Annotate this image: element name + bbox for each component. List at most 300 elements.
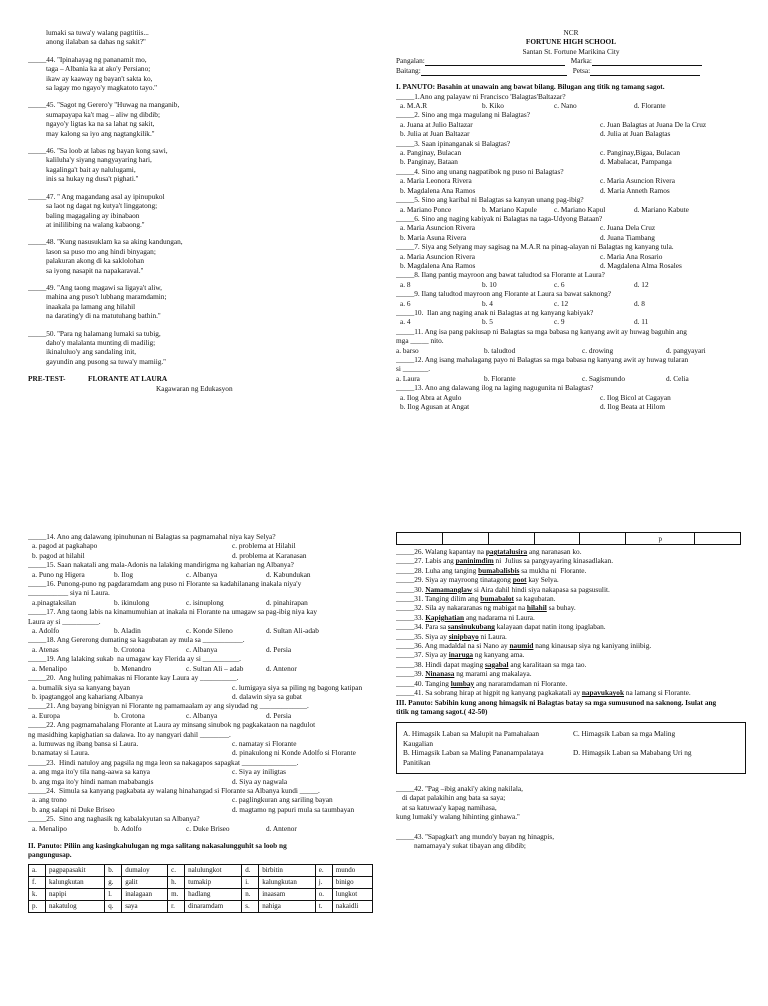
question-text-cont: ng masidhing kapighatian sa dalawa. Ito ay nangyari dahil ________.	[28, 729, 231, 739]
option[interactable]: a. Mariano Ponce	[400, 204, 452, 214]
option[interactable]: d. pinakulong ni Konde Adolfo si Florante	[232, 748, 356, 758]
option[interactable]: d. Juana Tiambang	[600, 232, 655, 242]
text-line: lumaki sa tuwa'y walang pagtitiis...	[46, 28, 149, 37]
option[interactable]: b. Crotona	[114, 644, 145, 654]
option-row	[396, 157, 746, 166]
text-line: ikinaluluo'y ang sandaling init,	[46, 347, 137, 357]
option[interactable]: d. Julia at Juan Balagtas	[600, 129, 671, 139]
option-row	[28, 570, 378, 579]
option[interactable]: a. Laura	[396, 373, 420, 383]
question-text: _____10. Ilan ang naging anak ni Balagtas at ng kanyang kabiyak?	[396, 307, 594, 317]
question-text: _____23. Hindi natuloy ang pagsila ng mga leon sa nakagapos sapagkat _______________.	[28, 757, 299, 767]
text-line: na darating'y di na matutuhang bathin.''	[46, 311, 161, 321]
option[interactable]: a. Atenas	[32, 644, 59, 654]
option[interactable]: b. Adolfo	[114, 823, 142, 833]
section-date-row	[396, 66, 746, 76]
option[interactable]: a. Adolfo	[32, 626, 60, 636]
option[interactable]: b. 5	[482, 317, 493, 327]
option[interactable]: d. Celia	[666, 373, 689, 383]
score-label: Marka:	[570, 56, 592, 66]
underlined-word: lumbay	[450, 678, 475, 688]
table-cell: r.	[168, 900, 185, 912]
text-line: _____44. ''Ipinahayag ng pananamit mo,	[28, 54, 147, 64]
underlined-word: sagabal	[484, 659, 509, 669]
option[interactable]: d. pinahirapan	[266, 597, 308, 607]
option[interactable]: c. 6	[554, 279, 565, 289]
option[interactable]: a. Ilog Abra at Agulo	[400, 392, 462, 402]
item-text: nang kinausap siya ng kaniyang iniibig.	[533, 641, 652, 651]
table-cell: inalagaan	[122, 888, 168, 900]
question-text: _____5. Sino ang karibal ni Balagtas sa kanyan unang pag-ibig?	[396, 195, 584, 205]
item-text: kay Selya.	[526, 575, 559, 585]
table-cell: mundo	[332, 864, 372, 876]
option-row	[28, 692, 378, 701]
text-line: _____48. ''Kung nasusuklam ka sa aking kandungan,	[28, 237, 183, 247]
table-cell: pagpapasakit	[46, 864, 105, 876]
text-line: gayundin ang pusong sa tuwa'y mamiig.''	[46, 356, 166, 366]
text-line: anong ilalaban sa dahas ng sakit?''	[46, 37, 146, 47]
option[interactable]: d. Antenor	[266, 823, 297, 833]
poem-list	[28, 55, 378, 366]
question-text: _____24. Simula sa kanyang pagkabata ay walang hinahangad si Florante sa Albanya kundi _____.	[28, 785, 320, 795]
underlined-word: Kapighatian	[425, 612, 465, 622]
choice-a-cont: Kaugalian	[403, 738, 433, 748]
option[interactable]: b. Kiko	[482, 101, 504, 111]
stanza-43	[396, 832, 746, 851]
question-12-options	[396, 374, 746, 383]
table-cell: dinaramdam	[185, 900, 242, 912]
table-cell	[580, 533, 626, 545]
option-row	[28, 777, 378, 786]
option[interactable]: a. pagod at pagkahapo	[32, 541, 98, 551]
question-text: _____14. Ano ang dalawang ipinuhunan ni Balagtas sa pagmamahal niya kay Selya?	[28, 532, 276, 541]
option-row	[28, 711, 378, 720]
text-line: inis sa hukay ng dusa't pighati.''	[46, 174, 139, 184]
table-cell: galit	[122, 876, 168, 888]
option[interactable]: b.namatay si Laura.	[32, 748, 90, 758]
option[interactable]: c. Maria Ana Rosario	[600, 251, 663, 261]
vocabulary-item	[396, 679, 746, 688]
table-cell: t.	[315, 900, 332, 912]
option[interactable]: d. 11	[634, 317, 649, 327]
item-text: na lamang si Florante.	[624, 688, 691, 698]
item-text: _____28. Luha ang tanging	[396, 565, 479, 575]
option[interactable]: c. Nano	[554, 101, 577, 111]
option[interactable]: a. Menalipo	[32, 663, 67, 673]
question-list	[28, 532, 378, 833]
text-line: di dapat palakihin ang bata sa saya;	[402, 793, 506, 803]
date-label: Petsa:	[572, 66, 591, 76]
item-text: ng marami ang makalaya.	[454, 669, 532, 679]
option[interactable]: d. Siya ay nagwala	[232, 776, 288, 786]
option-row	[396, 252, 746, 261]
region-label: NCR	[563, 28, 579, 37]
option-row	[28, 598, 378, 607]
option[interactable]: b. Maria Asuna Rivera	[400, 232, 467, 242]
table-cell: napipi	[46, 888, 105, 900]
text-line: kung lumaki'y walang hihinting ginhawa.''	[396, 812, 520, 822]
table-cell: b.	[105, 864, 122, 876]
option[interactable]: c. isinuplong	[186, 597, 224, 607]
option[interactable]: d. 12	[634, 279, 649, 289]
underlined-word: paninimdim	[455, 556, 494, 566]
question-text: _____20. Ang huling pahimakas ni Florante kay Laura ay __________.	[28, 673, 239, 683]
name-score-row	[396, 56, 746, 66]
option[interactable]: c. Juan Balagtas at Juana De la Cruz	[600, 119, 707, 129]
question-text: _____18. Ang Gererong dumating sa kagubatan ay mula sa ___________.	[28, 635, 245, 645]
question-13-options-a	[396, 393, 746, 402]
text-line: sumapayapa ka't mag – aliw ng dibdib;	[46, 109, 160, 119]
table-cell: g.	[105, 876, 122, 888]
questions-26-43	[396, 532, 746, 1002]
choices-box	[396, 722, 746, 774]
instruction-part3-cont: titik ng tamang sagot.( 42-50)	[396, 706, 488, 716]
pretest-label: PRE-TEST-	[28, 374, 66, 384]
option[interactable]: a. Maria Asuncion Rivera	[400, 223, 475, 233]
option[interactable]: a. barso	[396, 345, 419, 355]
choice-d: D. Himagsik Laban sa Mababang Uri ng	[573, 748, 692, 758]
question-11-options	[396, 346, 746, 355]
text-line: _____45. ''Sagot ng Gerero'y ''Huwag na manganib,	[28, 100, 180, 110]
question-11: _____11. Ang isa pang pakiusap ni Balagtas sa mga babasa ng kanyang awit ay huwag baguhin ang	[396, 326, 687, 336]
item-text: _____34. Para sa	[396, 622, 448, 632]
option[interactable]: a. lumuwas ng ibang bansa si Laura.	[32, 738, 139, 748]
vocabulary-item	[396, 547, 746, 556]
question-text: _____22. Ang pagmamahalang Florante at Laura ay minsang sinubok ng pagkakataon na nagdulot	[28, 720, 316, 730]
option[interactable]: b. Aladin	[114, 626, 141, 636]
question-list	[396, 92, 746, 327]
item-text: _____35. Siya ay	[396, 631, 449, 641]
text-line: lason sa puso mo ang hindi binyagan;	[46, 246, 156, 256]
option[interactable]: c. Siya ay iniligtas	[232, 767, 286, 777]
option-row	[28, 683, 378, 692]
table-row	[29, 864, 373, 876]
item-text: sa buhay.	[546, 603, 576, 613]
poem-stanza	[28, 329, 378, 367]
option[interactable]: b. ang salapi ni Duke Briseo	[32, 804, 115, 814]
text-line: namamaya'y sukat tibayan ang dibdib;	[414, 840, 526, 850]
table-cell: i.	[242, 876, 259, 888]
question-text-cont: Laura ay si __________.	[28, 616, 101, 626]
option[interactable]: c. Sultan Ali – adab	[186, 663, 244, 673]
item-text: sa mukha ni Florante.	[519, 565, 587, 575]
vocabulary-list	[396, 547, 746, 698]
text-line: sa lagay mo ngayo'y magkatoto tayo.''	[46, 83, 157, 93]
item-text: _____26. Walang kapantay na	[396, 547, 486, 556]
option[interactable]: b. Julia at Juan Baltazar	[400, 129, 470, 139]
poem-stanza	[28, 283, 378, 321]
underlined-word: poot	[512, 575, 527, 585]
option[interactable]: a. ang mga ito'y tila nang-aawa sa kanya	[32, 767, 151, 777]
option[interactable]: d. problema at Karanasan	[232, 550, 307, 560]
option[interactable]: a. Panginay, Bulacan	[400, 148, 462, 158]
option[interactable]: c. Albanya	[186, 710, 218, 720]
table-cell: a.	[29, 864, 46, 876]
item-text: _____37. Siya ay	[396, 650, 449, 660]
text-line: taga – Albania ka at ako'y Persiano;	[46, 64, 151, 74]
vocabulary-item	[396, 575, 746, 584]
option[interactable]: c. Albanya	[186, 644, 218, 654]
text-line: _____49. ''Ang taong magawi sa ligaya't aliw,	[28, 282, 162, 292]
item-text: ang karalitaan sa mga tao.	[508, 659, 587, 669]
option[interactable]: d. Maria Anneth Ramos	[600, 185, 670, 195]
text-line: at inililibing na walang kabaong.''	[46, 219, 145, 229]
option-row	[396, 223, 746, 232]
option-row	[396, 280, 746, 289]
option[interactable]: d. Magdalena Alma Rosales	[600, 260, 682, 270]
option[interactable]: b. Panginay, Bataan	[400, 157, 458, 167]
item-text: _____30.	[396, 584, 426, 594]
question-text: _____15. Saan nakatali ang mala-Adonis na lalaking mandirigma ng kaharian ng Albanya?	[28, 560, 294, 570]
option[interactable]: b. Ilog	[114, 569, 134, 579]
school-address: Santan St. Fortune Marikina City	[522, 46, 620, 56]
table-row	[29, 876, 373, 888]
option-row	[28, 824, 378, 833]
option[interactable]: c. Panginay,Bigaa, Bulacan	[600, 148, 680, 158]
option[interactable]: b. ikinulong	[114, 597, 150, 607]
question-13: _____13. Ano ang dalawang ilog na laging nagugunita ni Balagtas?	[396, 383, 594, 393]
option[interactable]: c. Albanya	[186, 569, 218, 579]
option[interactable]: a. M.A.R	[400, 101, 428, 111]
option[interactable]: c. namatay si Florante	[232, 738, 297, 748]
option[interactable]: d. Mabalacat, Pampanga	[600, 157, 672, 167]
option[interactable]: a. Menalipo	[32, 823, 67, 833]
pretest-header	[28, 374, 378, 383]
option[interactable]: a. Maria Leonora Rivera	[400, 176, 472, 186]
option[interactable]: b. 10	[482, 279, 497, 289]
question-text: _____7. Siya ang Selyang may sagisag na M.A.R na pinag-alayan ni Balagtas ng kanyang tula.	[396, 242, 674, 252]
vocabulary-item	[396, 660, 746, 669]
text-line: _____47. '' Ang magandang asal ay ipinupukol	[28, 191, 165, 201]
choice-b-cont: Panitikan	[403, 757, 431, 767]
vocabulary-item	[396, 556, 746, 565]
poem-stanza	[28, 100, 378, 138]
vocabulary-item	[396, 566, 746, 575]
stanza-42	[396, 784, 746, 822]
option[interactable]: d. Florante	[634, 101, 666, 111]
option[interactable]: c. lumigaya siya sa piling ng bagong katipan	[232, 682, 363, 692]
vocabulary-item	[396, 650, 746, 659]
text-line: inaakala pa lamang ang hilahil	[46, 301, 136, 311]
option[interactable]: b. Florante	[484, 373, 516, 383]
text-line: _____46. ''Sa loob at labas ng bayan kong sawi,	[28, 146, 168, 156]
option-row	[396, 176, 746, 185]
underlined-word: sinipbayo	[448, 631, 479, 641]
option[interactable]: b. Magdalena Ana Ramos	[400, 185, 476, 195]
instruction-part3: III. Panuto: Sabihin kung anong himagsik ni Balagtas batay sa mga sumusunod na saknong. Isulat ang	[396, 697, 717, 707]
item-text: _____36. Ang madaldal na si Nano ay	[396, 641, 510, 651]
option[interactable]: d. Antenor	[266, 663, 297, 673]
text-line: ngayo'y ligtas ka na sa lahat ng sakit,	[46, 119, 155, 129]
score-field[interactable]	[592, 56, 702, 66]
option[interactable]: c. 12	[554, 298, 569, 308]
option-row	[396, 299, 746, 308]
table-cell: nakaidli	[332, 900, 372, 912]
option-row	[28, 739, 378, 748]
option-row	[396, 233, 746, 242]
option[interactable]: c. drowing	[582, 345, 614, 355]
text-line: sa laot ng dagat ng kutya't linggatong;	[46, 201, 158, 211]
table-cell: h.	[168, 876, 185, 888]
question-text: _____4. Sino ang unang nagpatibok ng puso ni Balagtas?	[396, 166, 564, 176]
option[interactable]: d. Persia	[266, 710, 292, 720]
table-cell: lungkot	[332, 888, 372, 900]
option[interactable]: b. Crotona	[114, 710, 145, 720]
question-11-cont: mga _____ nito.	[396, 336, 444, 346]
option[interactable]: c. Maria Asuncion Rivera	[600, 176, 675, 186]
option[interactable]: d. pangyayari	[666, 345, 706, 355]
text-line: mahina ang puso't lubhang maramdamin;	[46, 292, 167, 302]
text-line: baling magagaling ay ibinabaon	[46, 210, 140, 220]
date-field[interactable]	[590, 66, 700, 76]
table-row	[29, 888, 373, 900]
question-12-cont: si _______.	[396, 364, 431, 374]
item-text: sa kagubatan.	[513, 594, 556, 604]
text-line: ikaw ay kaaway ng bayan't sakta ko,	[46, 73, 153, 83]
table-cell: n.	[242, 888, 259, 900]
table-cell: birbitin	[259, 864, 316, 876]
option[interactable]: b. taludtod	[484, 345, 516, 355]
table-cell: j.	[315, 876, 332, 888]
option[interactable]: d. 8	[634, 298, 645, 308]
option[interactable]: a.pinagtaksilan	[32, 597, 76, 607]
option[interactable]: a. 8	[400, 279, 411, 289]
option[interactable]: a. ang trono	[32, 795, 67, 805]
option[interactable]: a. bumalik siya sa kanyang bayan	[32, 682, 131, 692]
table-cell: tumakip	[185, 876, 242, 888]
option[interactable]: c. Juana Dela Cruz	[600, 223, 656, 233]
vocabulary-item	[396, 585, 746, 594]
option-row	[28, 551, 378, 560]
pretest-title: FLORANTE AT LAURA	[88, 374, 168, 384]
option[interactable]: d. magtamo ng papuri mula sa taumbayan	[232, 804, 355, 814]
option[interactable]: c. Ilog Bicol at Cagayan	[600, 392, 671, 402]
option[interactable]: c. paglingkuran ang sariling bayan	[232, 795, 333, 805]
option[interactable]: b. Ilog Agusan at Angat	[400, 402, 470, 412]
section-field[interactable]	[421, 66, 567, 76]
word-choice-table	[28, 864, 373, 913]
table-cell: e.	[315, 864, 332, 876]
option[interactable]: d. Mariano Kabute	[634, 204, 689, 214]
option[interactable]: c. 9	[554, 317, 565, 327]
option[interactable]: a. 6	[400, 298, 411, 308]
item-text: _____41. Sa sobrang hirap at higpit ng kanyang pagkakatali ay	[396, 688, 582, 698]
option-row	[396, 148, 746, 157]
name-field[interactable]	[425, 56, 565, 66]
option[interactable]: d. Sultan Ali-adab	[266, 626, 319, 636]
table-cell: dumaloy	[122, 864, 168, 876]
vocabulary-item	[396, 688, 746, 697]
poem-stanza	[28, 146, 378, 184]
item-text: _____38. Hindi dapat maging	[396, 659, 485, 669]
table-cell: f.	[29, 876, 46, 888]
option[interactable]: b. ang mga ito'y hindi naman mababangis	[32, 776, 154, 786]
option[interactable]: a. Puno ng Higera	[32, 569, 85, 579]
option[interactable]: d. Kabundukan	[266, 569, 311, 579]
option-row	[28, 645, 378, 654]
option[interactable]: a. Europa	[32, 710, 60, 720]
table-cell: hadlang	[185, 888, 242, 900]
vocabulary-item	[396, 622, 746, 631]
underlined-word: pagtatalusira	[485, 547, 528, 556]
option-row	[396, 129, 746, 138]
text-line: _____50. ''Para ng halamang lumaki sa tubig,	[28, 328, 161, 338]
vocabulary-item	[396, 594, 746, 603]
vocabulary-item	[396, 632, 746, 641]
poem-section-top-left	[28, 28, 378, 498]
vocabulary-item	[396, 603, 746, 612]
option[interactable]: c. Mariano Kapul	[554, 204, 606, 214]
table-cell: saya	[122, 900, 168, 912]
text-line: kaliluha'y siyang nangyayaring hari,	[46, 155, 152, 165]
vocabulary-item	[396, 641, 746, 650]
option-row	[28, 795, 378, 804]
question-text: _____1.Ano ang palayaw ni Francisco 'Balagtas'Baltazar?	[396, 91, 566, 101]
option-row	[396, 186, 746, 195]
option[interactable]: c. problema at Hilahil	[232, 541, 296, 551]
option[interactable]: d. Persia	[266, 644, 292, 654]
option[interactable]: a. Maria Asuncion Rivera	[400, 251, 475, 261]
text-line: may kalong sa iyo ang nagtangkilik.''	[46, 128, 155, 138]
text-line: _____42. ''Pag –ibig anaki'y aking nakilala,	[396, 783, 523, 793]
text-line: kagalinga't bait ay nalulugami,	[46, 164, 136, 174]
option[interactable]: b. ipagtanggol ang kahariang Albanya	[32, 691, 143, 701]
text-line: _____43. ''Sapagkat't ang mundo'y bayan ng hinagpis,	[396, 831, 555, 841]
school-name: FORTUNE HIGH SCHOOL	[525, 37, 617, 47]
option[interactable]: a. Juana at Julio Baltazar	[400, 119, 473, 129]
option[interactable]: c. Sagismundo	[582, 373, 625, 383]
option[interactable]: d. Ilog Beata at Hilom	[600, 402, 666, 412]
table-row	[29, 900, 373, 912]
option[interactable]: d. dalawin siya sa gubat	[232, 691, 302, 701]
item-text: _____29. Siya ay mayroong tinatagong	[396, 575, 513, 585]
table-cell: s.	[242, 900, 259, 912]
answer-row-table	[396, 532, 741, 545]
option[interactable]: c. Konde Sileno	[186, 626, 233, 636]
table-cell	[397, 533, 443, 545]
option[interactable]: b. Menandro	[114, 663, 152, 673]
question-text: _____25. Sino ang naghasik ng kabalakyutan sa Albanya?	[28, 814, 200, 824]
table-cell: kalungkutan	[259, 876, 316, 888]
item-text: ng kanyang ama.	[473, 650, 525, 660]
item-text: _____40. Tanging	[396, 678, 451, 688]
question-text: _____2. Sino ang mga magulang ni Balagtas?	[396, 110, 530, 120]
option[interactable]: a. 4	[400, 317, 411, 327]
option[interactable]: b. pagod at hilahil	[32, 550, 85, 560]
table-cell	[695, 533, 741, 545]
underlined-word: bumabalisbis	[478, 565, 520, 575]
underlined-word: Ninanasa	[425, 669, 455, 679]
underlined-word: bumabalot	[480, 594, 514, 604]
underlined-word: naumid	[509, 641, 534, 651]
question-text-cont: ___________ siya ni Laura.	[28, 588, 110, 598]
table-cell: binigo	[332, 876, 372, 888]
instruction-part2: II. Panuto: Piliin ang kasingkahulugan ng mga salitang nakasalungguhit sa loob ng	[28, 841, 287, 850]
table-cell: inaasam	[259, 888, 316, 900]
item-text: _____27. Labis ang	[396, 556, 456, 566]
option[interactable]: b. Mariano Kapule	[482, 204, 537, 214]
table-cell: c.	[168, 864, 185, 876]
option[interactable]: b. Magdalena Ana Ramos	[400, 260, 476, 270]
question-12: _____12. Ang isang mahalagang payo ni Balagtas sa mga babasa ng kanyang awit ay huwag tularan	[396, 355, 689, 364]
table-row	[397, 533, 741, 545]
option[interactable]: c. Duke Briseo	[186, 823, 230, 833]
option-row	[396, 205, 746, 214]
option[interactable]: b. 4	[482, 298, 493, 308]
option-row	[28, 541, 378, 550]
question-text: _____16. Punong-puno ng pagdaramdam ang puso ni Florante sa kadahilanang inakala niya'y	[28, 579, 302, 589]
item-text: ang nadarama ni Laura.	[464, 612, 535, 622]
